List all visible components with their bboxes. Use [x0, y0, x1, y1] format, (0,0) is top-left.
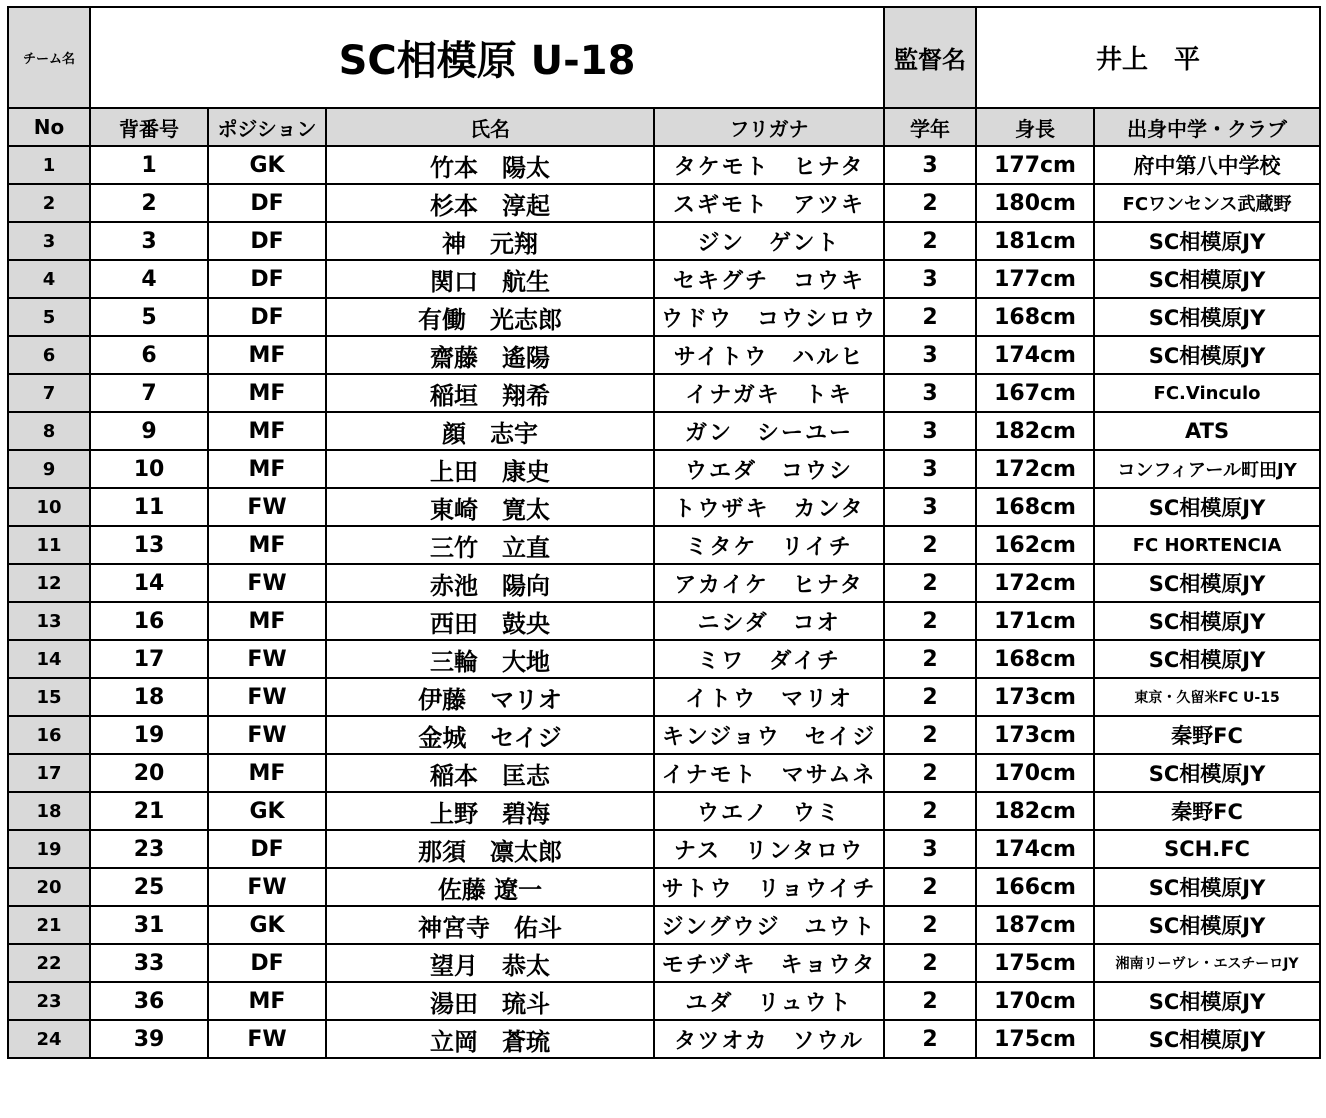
roster-table	[7, 6, 1321, 1059]
height: 181cm	[976, 222, 1094, 260]
player-name: 竹本 陽太	[326, 146, 654, 184]
grade: 3	[884, 412, 976, 450]
grade: 3	[884, 260, 976, 298]
player-no: 12	[8, 564, 90, 602]
player-kana: サトウ リョウイチ	[654, 868, 884, 906]
player-no: 11	[8, 526, 90, 564]
player-name: 那須 凛太郎	[326, 830, 654, 868]
player-name: 湯田 琉斗	[326, 982, 654, 1020]
player-kana: ジングウジ ユウト	[654, 906, 884, 944]
former-club: FC.Vinculo	[1094, 374, 1320, 412]
col-header-grade: 学年	[884, 108, 976, 146]
table-row	[8, 830, 1320, 868]
player-name: 齋藤 遙陽	[326, 336, 654, 374]
table-row	[8, 944, 1320, 982]
player-name: 三竹 立直	[326, 526, 654, 564]
col-header-height: 身長	[976, 108, 1094, 146]
shirt-number: 6	[90, 336, 208, 374]
table-row	[8, 260, 1320, 298]
position: FW	[208, 716, 326, 754]
grade: 2	[884, 564, 976, 602]
shirt-number: 11	[90, 488, 208, 526]
player-name: 東崎 寛太	[326, 488, 654, 526]
shirt-number: 17	[90, 640, 208, 678]
player-kana: ウエノ ウミ	[654, 792, 884, 830]
height: 187cm	[976, 906, 1094, 944]
player-kana: トウザキ カンタ	[654, 488, 884, 526]
player-kana: ガン シーユー	[654, 412, 884, 450]
shirt-number: 20	[90, 754, 208, 792]
table-row	[8, 450, 1320, 488]
table-row	[8, 678, 1320, 716]
table-row	[8, 412, 1320, 450]
table-row	[8, 754, 1320, 792]
grade: 2	[884, 526, 976, 564]
shirt-number: 39	[90, 1020, 208, 1058]
shirt-number: 10	[90, 450, 208, 488]
player-kana: ジン ゲント	[654, 222, 884, 260]
position: GK	[208, 906, 326, 944]
height: 166cm	[976, 868, 1094, 906]
player-no: 20	[8, 868, 90, 906]
grade: 2	[884, 298, 976, 336]
player-kana: タツオカ ソウル	[654, 1020, 884, 1058]
grade: 2	[884, 982, 976, 1020]
former-club: 湘南リーヴレ・エスチーロJY	[1094, 944, 1320, 982]
player-no: 16	[8, 716, 90, 754]
player-no: 2	[8, 184, 90, 222]
player-kana: イナガキ トキ	[654, 374, 884, 412]
position: MF	[208, 450, 326, 488]
grade: 2	[884, 868, 976, 906]
player-no: 8	[8, 412, 90, 450]
height: 182cm	[976, 792, 1094, 830]
position: DF	[208, 830, 326, 868]
former-club: 東京・久留米FC U-15	[1094, 678, 1320, 716]
player-kana: ニシダ コオ	[654, 602, 884, 640]
position: DF	[208, 944, 326, 982]
table-row	[8, 184, 1320, 222]
height: 162cm	[976, 526, 1094, 564]
shirt-number: 21	[90, 792, 208, 830]
grade: 2	[884, 222, 976, 260]
table-row	[8, 1020, 1320, 1058]
player-kana: サイトウ ハルヒ	[654, 336, 884, 374]
grade: 2	[884, 184, 976, 222]
col-header-number: 背番号	[90, 108, 208, 146]
player-kana: キンジョウ セイジ	[654, 716, 884, 754]
position: DF	[208, 260, 326, 298]
table-row	[8, 336, 1320, 374]
player-name: 佐藤 遼一	[326, 868, 654, 906]
player-no: 18	[8, 792, 90, 830]
former-club: SC相模原JY	[1094, 754, 1320, 792]
player-no: 19	[8, 830, 90, 868]
position: MF	[208, 412, 326, 450]
position: GK	[208, 146, 326, 184]
former-club: SC相模原JY	[1094, 488, 1320, 526]
former-club: SC相模原JY	[1094, 868, 1320, 906]
grade: 3	[884, 336, 976, 374]
former-club: ATS	[1094, 412, 1320, 450]
player-name: 神宮寺 佑斗	[326, 906, 654, 944]
player-name: 顔 志宇	[326, 412, 654, 450]
player-name: 有働 光志郎	[326, 298, 654, 336]
shirt-number: 2	[90, 184, 208, 222]
player-kana: アカイケ ヒナタ	[654, 564, 884, 602]
player-kana: ミタケ リイチ	[654, 526, 884, 564]
player-kana: ウドウ コウシロウ	[654, 298, 884, 336]
coach-name: 井上 平	[976, 7, 1320, 108]
former-club: SC相模原JY	[1094, 336, 1320, 374]
table-row	[8, 146, 1320, 184]
former-club: SC相模原JY	[1094, 564, 1320, 602]
shirt-number: 25	[90, 868, 208, 906]
position: FW	[208, 868, 326, 906]
height: 170cm	[976, 982, 1094, 1020]
player-name: 伊藤 マリオ	[326, 678, 654, 716]
position: FW	[208, 678, 326, 716]
player-kana: ミワ ダイチ	[654, 640, 884, 678]
shirt-number: 18	[90, 678, 208, 716]
position: FW	[208, 1020, 326, 1058]
player-no: 10	[8, 488, 90, 526]
player-no: 9	[8, 450, 90, 488]
player-name: 稲本 匡志	[326, 754, 654, 792]
grade: 2	[884, 944, 976, 982]
team-header-row	[8, 7, 1320, 108]
height: 180cm	[976, 184, 1094, 222]
height: 172cm	[976, 450, 1094, 488]
grade: 2	[884, 1020, 976, 1058]
player-no: 15	[8, 678, 90, 716]
height: 170cm	[976, 754, 1094, 792]
grade: 3	[884, 450, 976, 488]
former-club: SC相模原JY	[1094, 298, 1320, 336]
player-kana: イナモト マサムネ	[654, 754, 884, 792]
player-no: 3	[8, 222, 90, 260]
player-name: 金城 セイジ	[326, 716, 654, 754]
column-header-row	[8, 108, 1320, 146]
height: 173cm	[976, 678, 1094, 716]
former-club: SC相模原JY	[1094, 640, 1320, 678]
col-header-name: 氏名	[326, 108, 654, 146]
player-no: 4	[8, 260, 90, 298]
col-header-no: No	[8, 108, 90, 146]
former-club: 府中第八中学校	[1094, 146, 1320, 184]
position: FW	[208, 640, 326, 678]
shirt-number: 7	[90, 374, 208, 412]
grade: 2	[884, 906, 976, 944]
player-name: 神 元翔	[326, 222, 654, 260]
player-kana: スギモト アツキ	[654, 184, 884, 222]
position: MF	[208, 754, 326, 792]
former-club: SC相模原JY	[1094, 982, 1320, 1020]
former-club: 秦野FC	[1094, 716, 1320, 754]
player-no: 1	[8, 146, 90, 184]
shirt-number: 4	[90, 260, 208, 298]
player-name: 杉本 淳起	[326, 184, 654, 222]
grade: 2	[884, 716, 976, 754]
shirt-number: 1	[90, 146, 208, 184]
former-club: SC相模原JY	[1094, 602, 1320, 640]
grade: 3	[884, 374, 976, 412]
height: 177cm	[976, 260, 1094, 298]
height: 175cm	[976, 944, 1094, 982]
grade: 2	[884, 602, 976, 640]
position: DF	[208, 222, 326, 260]
player-no: 24	[8, 1020, 90, 1058]
former-club: FCワンセンス武蔵野	[1094, 184, 1320, 222]
height: 174cm	[976, 830, 1094, 868]
height: 182cm	[976, 412, 1094, 450]
table-row	[8, 564, 1320, 602]
table-row	[8, 868, 1320, 906]
player-no: 23	[8, 982, 90, 1020]
shirt-number: 3	[90, 222, 208, 260]
player-kana: イトウ マリオ	[654, 678, 884, 716]
grade: 2	[884, 640, 976, 678]
player-no: 14	[8, 640, 90, 678]
table-row	[8, 792, 1320, 830]
shirt-number: 5	[90, 298, 208, 336]
player-name: 三輪 大地	[326, 640, 654, 678]
shirt-number: 36	[90, 982, 208, 1020]
shirt-number: 14	[90, 564, 208, 602]
shirt-number: 33	[90, 944, 208, 982]
former-club: SC相模原JY	[1094, 1020, 1320, 1058]
grade: 2	[884, 792, 976, 830]
team-name-label: チーム名	[8, 7, 90, 108]
height: 173cm	[976, 716, 1094, 754]
table-row	[8, 640, 1320, 678]
player-no: 13	[8, 602, 90, 640]
player-no: 7	[8, 374, 90, 412]
table-row	[8, 906, 1320, 944]
position: MF	[208, 982, 326, 1020]
height: 168cm	[976, 640, 1094, 678]
grade: 3	[884, 146, 976, 184]
shirt-number: 16	[90, 602, 208, 640]
player-name: 立岡 蒼琉	[326, 1020, 654, 1058]
player-name: 上野 碧海	[326, 792, 654, 830]
grade: 3	[884, 488, 976, 526]
height: 171cm	[976, 602, 1094, 640]
table-row	[8, 602, 1320, 640]
shirt-number: 23	[90, 830, 208, 868]
player-kana: モチヅキ キョウタ	[654, 944, 884, 982]
table-row	[8, 298, 1320, 336]
shirt-number: 9	[90, 412, 208, 450]
player-name: 望月 恭太	[326, 944, 654, 982]
player-no: 5	[8, 298, 90, 336]
former-club: SC相模原JY	[1094, 260, 1320, 298]
player-no: 21	[8, 906, 90, 944]
player-kana: タケモト ヒナタ	[654, 146, 884, 184]
player-kana: ナス リンタロウ	[654, 830, 884, 868]
grade: 2	[884, 678, 976, 716]
position: GK	[208, 792, 326, 830]
position: MF	[208, 526, 326, 564]
shirt-number: 31	[90, 906, 208, 944]
height: 168cm	[976, 488, 1094, 526]
former-club: SC相模原JY	[1094, 222, 1320, 260]
former-club: FC HORTENCIA	[1094, 526, 1320, 564]
player-name: 稲垣 翔希	[326, 374, 654, 412]
height: 172cm	[976, 564, 1094, 602]
position: DF	[208, 184, 326, 222]
player-name: 西田 鼓央	[326, 602, 654, 640]
player-kana: セキグチ コウキ	[654, 260, 884, 298]
former-club: コンフィアール町田JY	[1094, 450, 1320, 488]
height: 168cm	[976, 298, 1094, 336]
team-name: SC相模原 U-18	[90, 7, 884, 108]
table-row	[8, 222, 1320, 260]
shirt-number: 13	[90, 526, 208, 564]
height: 167cm	[976, 374, 1094, 412]
col-header-position: ポジション	[208, 108, 326, 146]
position: MF	[208, 336, 326, 374]
table-row	[8, 488, 1320, 526]
former-club: SC相模原JY	[1094, 906, 1320, 944]
player-name: 上田 康史	[326, 450, 654, 488]
player-name: 関口 航生	[326, 260, 654, 298]
player-no: 22	[8, 944, 90, 982]
player-kana: ウエダ コウシ	[654, 450, 884, 488]
table-row	[8, 526, 1320, 564]
player-name: 赤池 陽向	[326, 564, 654, 602]
height: 177cm	[976, 146, 1094, 184]
grade: 3	[884, 830, 976, 868]
table-row	[8, 982, 1320, 1020]
player-no: 6	[8, 336, 90, 374]
position: MF	[208, 602, 326, 640]
former-club: SCH.FC	[1094, 830, 1320, 868]
shirt-number: 19	[90, 716, 208, 754]
height: 174cm	[976, 336, 1094, 374]
player-kana: ユダ リュウト	[654, 982, 884, 1020]
position: FW	[208, 488, 326, 526]
col-header-club: 出身中学・クラブ	[1094, 108, 1320, 146]
coach-label: 監督名	[884, 7, 976, 108]
col-header-kana: フリガナ	[654, 108, 884, 146]
position: FW	[208, 564, 326, 602]
former-club: 秦野FC	[1094, 792, 1320, 830]
table-row	[8, 374, 1320, 412]
player-no: 17	[8, 754, 90, 792]
position: MF	[208, 374, 326, 412]
height: 175cm	[976, 1020, 1094, 1058]
table-row	[8, 716, 1320, 754]
position: DF	[208, 298, 326, 336]
grade: 2	[884, 754, 976, 792]
